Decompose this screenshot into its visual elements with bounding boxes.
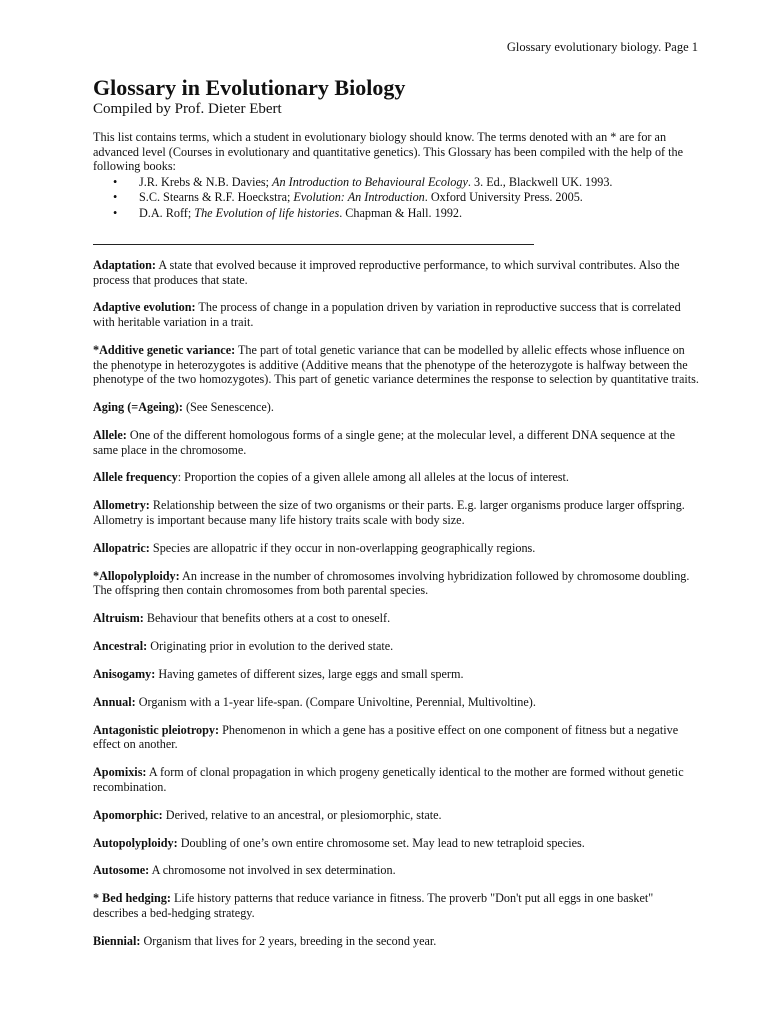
glossary-definition: A state that evolved because it improved reproductive performance, to which survival contributes. Also the process that produces that state. (93, 258, 680, 287)
glossary-definition: (See Senescence). (182, 400, 274, 415)
glossary-definition: The part of total genetic variance that can be modelled by allelic effects whose influence on the phenotype in heterozygotes is additive (Additive means that the phenotype of the heterozygote is halfway between the phenotype of the two homozygotes). This part of genetic variance determines the response to selection by quantitative traits. (93, 342, 699, 387)
book-title: Evolution: An Introduction (293, 190, 425, 205)
glossary-entries (93, 258, 701, 962)
glossary-entry (93, 723, 701, 752)
glossary-definition: Doubling of one’s own entire chromosome set. May lead to new tetraploid species. (177, 835, 585, 850)
glossary-term: Altruism: (93, 611, 144, 626)
book-authors: S.C. Stearns & R.F. Hoeckstra; (139, 190, 294, 205)
intro-paragraph: This list contains terms, which a student in evolutionary biology should know. The terms denoted with an * are for an advanced level (Courses in evolutionary and quantitative genetics). This Glossary has been compiled with the help of the following books: (93, 130, 684, 174)
glossary-term: Apomorphic: (93, 807, 163, 822)
glossary-entry (93, 611, 701, 626)
glossary-definition: Phenomenon in which a gene has a positive effect on one component of fitness but a negative effect on another. (93, 722, 679, 752)
glossary-entry (93, 541, 701, 556)
glossary-definition: A chromosome not involved in sex determination. (149, 863, 396, 878)
glossary-term: Antagonistic pleiotropy: (93, 722, 220, 737)
glossary-definition: A form of clonal propagation in which progeny genetically identical to the mother are formed without genetic recombination. (93, 765, 684, 794)
glossary-entry (93, 428, 701, 457)
book-item (113, 175, 713, 190)
glossary-definition: Behaviour that benefits others at a cost to oneself. (143, 611, 391, 626)
glossary-term: *Allopolyploidy: (93, 568, 180, 583)
glossary-term: Ancestral: (93, 639, 148, 654)
glossary-definition: Life history patterns that reduce variance in fitness. The proverb "Don't put all eggs in one basket" describes a bed-hedging strategy. (93, 891, 654, 920)
glossary-term: Allopatric: (93, 540, 150, 555)
glossary-definition: One of the different homologous forms of a single gene; at the molecular level, a different DNA sequence at the same place in the chromosome. (93, 427, 675, 457)
glossary-term: Allele frequency (93, 470, 178, 485)
glossary-term: *Additive genetic variance: (93, 342, 236, 357)
book-item (113, 206, 713, 221)
glossary-term: Aging (=Ageing): (93, 400, 183, 415)
glossary-definition: Organism with a 1-year life-span. (Compare Univoltine, Perennial, Multivoltine). (135, 694, 536, 709)
glossary-entry (93, 667, 701, 682)
glossary-term: * Bed hedging: (93, 891, 171, 906)
book-title: An Introduction to Behavioural Ecology (272, 175, 468, 189)
glossary-entry (93, 891, 701, 920)
glossary-term: Anisogamy: (93, 666, 156, 681)
glossary-definition: Relationship between the size of two organisms or their parts. E.g. larger organisms produce larger offspring. Allometry is important because many life history traits scale with body size. (93, 498, 685, 527)
running-header: Glossary evolutionary biology. Page 1 (506, 40, 698, 54)
book-details: . Oxford University Press. 2005. (424, 190, 583, 205)
glossary-entry (93, 836, 701, 851)
glossary-term: Allometry: (93, 498, 150, 513)
glossary-term: Apomixis: (93, 765, 147, 780)
glossary-definition: Derived, relative to an ancestral, or plesiomorphic, state. (162, 807, 442, 822)
book-authors: J.R. Krebs & N.B. Davies; (139, 175, 273, 189)
glossary-definition: Having gametes of different sizes, large eggs and small sperm. (155, 666, 464, 681)
glossary-entry (93, 934, 701, 949)
glossary-definition: An increase in the number of chromosomes involving hybridization followed by chromosome doubling. The offspring then contain chromosomes from both parental species. (93, 568, 690, 598)
glossary-definition: Organism that lives for 2 years, breeding in the second year. (140, 933, 437, 948)
glossary-term: Adaptive evolution: (93, 300, 196, 315)
glossary-entry (93, 863, 701, 878)
glossary-term: Annual: (93, 694, 136, 709)
book-details: . 3. Ed., Blackwell UK. 1993. (467, 175, 613, 189)
glossary-entry (93, 300, 701, 329)
glossary-entry (93, 639, 701, 654)
reference-books-list (113, 175, 713, 221)
section-divider (93, 244, 534, 245)
glossary-term: Biennial: (93, 933, 141, 948)
glossary-entry (93, 765, 701, 794)
glossary-entry (93, 470, 701, 485)
glossary-term: Adaptation: (93, 258, 156, 272)
glossary-entry (93, 695, 701, 710)
book-title: The Evolution of life histories (194, 205, 340, 220)
glossary-definition: Originating prior in evolution to the derived state. (147, 639, 394, 654)
glossary-definition: Species are allopatric if they occur in non-overlapping geographically regions. (149, 540, 536, 555)
document-title: Glossary in Evolutionary Biology (93, 75, 406, 100)
glossary-entry (93, 343, 701, 387)
glossary-entry (93, 258, 701, 287)
glossary-entry (93, 400, 701, 415)
book-details: . Chapman & Hall. 1992. (339, 205, 463, 220)
glossary-term: Autosome: (93, 863, 150, 878)
glossary-term: Allele: (93, 427, 127, 442)
glossary-definition: The process of change in a population driven by variation in reproductive success that is correlated with heritable variation in a trait. (93, 300, 681, 330)
book-authors: D.A. Roff; (139, 205, 195, 220)
glossary-definition: : Proportion the copies of a given allele among all alleles at the locus of interest. (177, 470, 569, 485)
glossary-entry (93, 808, 701, 823)
glossary-entry (93, 569, 701, 598)
book-item (113, 190, 713, 205)
glossary-entry (93, 498, 701, 527)
glossary-term: Autopolyploidy: (93, 835, 178, 850)
document-subtitle: Compiled by Prof. Dieter Ebert (93, 101, 282, 117)
